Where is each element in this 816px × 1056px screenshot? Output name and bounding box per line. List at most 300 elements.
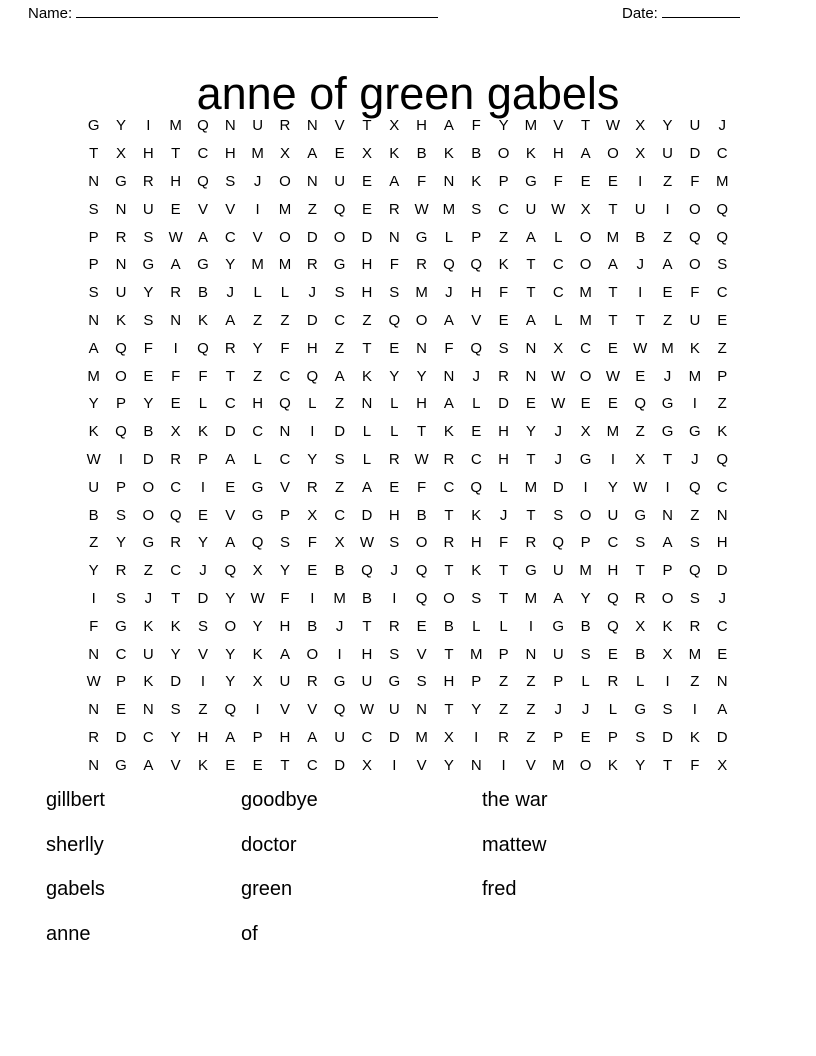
grid-cell[interactable]: K [115, 311, 126, 329]
grid-cell[interactable]: G [552, 617, 565, 635]
grid-cell[interactable]: Y [225, 645, 236, 663]
grid-cell[interactable]: I [118, 450, 124, 468]
grid-cell[interactable]: K [361, 367, 372, 385]
grid-cell[interactable]: A [717, 701, 728, 719]
grid-cell[interactable]: R [498, 728, 509, 746]
grid-cell[interactable]: F [171, 367, 181, 385]
grid-cell[interactable]: M [606, 423, 620, 441]
grid-cell[interactable]: Z [499, 701, 509, 719]
grid-cell[interactable]: Z [690, 506, 700, 524]
grid-cell[interactable]: T [444, 562, 454, 580]
grid-cell[interactable]: K [143, 673, 154, 691]
grid-cell[interactable]: Z [526, 728, 536, 746]
grid-cell[interactable]: L [636, 673, 645, 691]
grid-cell[interactable]: F [690, 284, 700, 302]
grid-cell[interactable]: Q [224, 562, 237, 580]
grid-cell[interactable]: A [225, 311, 236, 329]
grid-cell[interactable]: U [525, 200, 537, 218]
grid-cell[interactable]: N [525, 645, 537, 663]
grid-cell[interactable]: D [306, 311, 318, 329]
grid-cell[interactable]: Q [333, 200, 346, 218]
grid-cell[interactable]: C [306, 756, 318, 774]
grid-cell[interactable]: M [606, 228, 620, 246]
grid-cell[interactable]: R [115, 562, 127, 580]
grid-cell[interactable]: Y [225, 589, 236, 607]
grid-cell[interactable]: T [362, 339, 372, 357]
grid-cell[interactable]: Z [335, 395, 345, 413]
grid-cell[interactable]: H [361, 256, 373, 274]
grid-cell[interactable]: N [470, 756, 482, 774]
grid-cell[interactable]: Y [307, 450, 318, 468]
grid-cell[interactable]: H [498, 450, 509, 468]
grid-cell[interactable]: N [306, 117, 318, 135]
grid-cell[interactable]: P [607, 728, 618, 746]
grid-cell[interactable]: I [255, 701, 260, 719]
grid-cell[interactable]: F [389, 256, 399, 274]
grid-cell[interactable]: M [551, 756, 565, 774]
grid-cell[interactable]: H [498, 423, 509, 441]
grid-cell[interactable]: C [716, 284, 728, 302]
grid-cell[interactable]: Z [717, 395, 727, 413]
grid-cell[interactable]: S [689, 534, 700, 552]
grid-cell[interactable]: F [444, 339, 454, 357]
grid-cell[interactable]: X [307, 506, 318, 524]
grid-cell[interactable]: B [416, 145, 427, 163]
grid-cell[interactable]: A [553, 589, 564, 607]
grid-cell[interactable]: O [415, 534, 428, 552]
grid-cell[interactable]: C [170, 478, 182, 496]
grid-cell[interactable]: E [580, 395, 591, 413]
grid-cell[interactable]: H [416, 117, 428, 135]
grid-cell[interactable]: O [142, 506, 155, 524]
grid-cell[interactable]: S [88, 284, 99, 302]
grid-cell[interactable]: Y [197, 534, 208, 552]
grid-cell[interactable]: O [142, 478, 155, 496]
grid-cell[interactable]: E [607, 395, 618, 413]
grid-cell[interactable]: Y [389, 367, 400, 385]
grid-cell[interactable]: L [581, 673, 590, 691]
grid-cell[interactable]: D [716, 562, 728, 580]
grid-cell[interactable]: J [308, 284, 317, 302]
grid-cell[interactable]: R [142, 172, 154, 190]
grid-cell[interactable]: A [580, 145, 591, 163]
grid-cell[interactable]: Z [89, 534, 99, 552]
grid-cell[interactable]: L [198, 395, 208, 413]
grid-cell[interactable]: G [197, 256, 209, 274]
grid-cell[interactable]: X [635, 450, 646, 468]
word-list-item[interactable]: gillbert [46, 789, 105, 812]
grid-cell[interactable]: Q [224, 701, 237, 719]
grid-cell[interactable]: Z [526, 701, 536, 719]
grid-cell[interactable]: R [88, 728, 100, 746]
grid-cell[interactable]: C [197, 145, 209, 163]
grid-cell[interactable]: Q [470, 339, 483, 357]
grid-cell[interactable]: M [579, 311, 592, 329]
grid-cell[interactable]: Y [143, 284, 154, 302]
grid-cell[interactable]: T [499, 562, 509, 580]
grid-cell[interactable]: J [144, 589, 153, 607]
grid-cell[interactable]: U [334, 172, 346, 190]
grid-cell[interactable]: H [252, 395, 264, 413]
grid-cell[interactable]: G [388, 673, 401, 691]
grid-cell[interactable]: I [583, 478, 588, 496]
grid-cell[interactable]: S [580, 645, 591, 663]
grid-cell[interactable]: M [661, 339, 674, 357]
grid-cell[interactable]: N [115, 256, 127, 274]
grid-cell[interactable]: C [224, 228, 236, 246]
grid-cell[interactable]: V [225, 506, 236, 524]
grid-cell[interactable]: Q [689, 562, 701, 580]
grid-cell[interactable]: E [662, 284, 673, 302]
grid-cell[interactable]: S [635, 534, 646, 552]
grid-cell[interactable]: R [607, 673, 619, 691]
grid-cell[interactable]: L [554, 311, 563, 329]
grid-cell[interactable]: U [689, 311, 701, 329]
grid-cell[interactable]: N [361, 395, 373, 413]
grid-cell[interactable]: C [170, 562, 182, 580]
grid-cell[interactable]: P [717, 367, 728, 385]
grid-cell[interactable]: M [524, 117, 538, 135]
grid-cell[interactable]: V [416, 756, 427, 774]
grid-cell[interactable]: A [334, 367, 345, 385]
grid-cell[interactable]: E [252, 756, 263, 774]
grid-cell[interactable]: H [443, 673, 455, 691]
grid-cell[interactable]: N [716, 673, 728, 691]
grid-cell[interactable]: E [471, 423, 482, 441]
grid-cell[interactable]: L [499, 617, 508, 635]
grid-cell[interactable]: Y [416, 367, 427, 385]
grid-cell[interactable]: H [197, 728, 209, 746]
grid-cell[interactable]: Q [716, 200, 729, 218]
grid-cell[interactable]: C [552, 256, 564, 274]
grid-cell[interactable]: E [170, 395, 181, 413]
grid-cell[interactable]: P [580, 534, 591, 552]
grid-cell[interactable]: C [252, 423, 264, 441]
grid-cell[interactable]: I [255, 200, 260, 218]
grid-cell[interactable]: U [115, 284, 127, 302]
grid-cell[interactable]: L [554, 228, 563, 246]
grid-cell[interactable]: T [662, 756, 673, 774]
grid-cell[interactable]: Z [662, 172, 673, 190]
grid-cell[interactable]: T [608, 311, 618, 329]
grid-cell[interactable]: R [306, 478, 318, 496]
grid-cell[interactable]: K [717, 423, 728, 441]
grid-cell[interactable]: I [310, 589, 315, 607]
grid-cell[interactable]: H [224, 145, 236, 163]
grid-cell[interactable]: K [498, 256, 509, 274]
grid-cell[interactable]: N [443, 367, 455, 385]
grid-cell[interactable]: Q [470, 478, 483, 496]
grid-cell[interactable]: Y [635, 756, 646, 774]
grid-cell[interactable]: K [607, 756, 618, 774]
word-list-item[interactable]: goodbye [241, 789, 318, 812]
grid-cell[interactable]: G [87, 117, 100, 135]
grid-cell[interactable]: N [306, 172, 318, 190]
grid-cell[interactable]: A [279, 645, 290, 663]
grid-cell[interactable]: X [635, 617, 646, 635]
grid-cell[interactable]: A [197, 228, 208, 246]
grid-cell[interactable]: C [716, 478, 728, 496]
grid-cell[interactable]: A [443, 117, 454, 135]
grid-cell[interactable]: P [471, 673, 482, 691]
grid-cell[interactable]: R [170, 284, 182, 302]
grid-cell[interactable]: L [390, 423, 399, 441]
grid-cell[interactable]: P [662, 562, 673, 580]
grid-cell[interactable]: W [86, 673, 101, 691]
grid-cell[interactable]: G [115, 617, 127, 635]
grid-cell[interactable]: Y [662, 117, 673, 135]
grid-cell[interactable]: P [498, 172, 509, 190]
grid-cell[interactable]: S [115, 589, 126, 607]
grid-cell[interactable]: E [225, 756, 236, 774]
grid-cell[interactable]: A [307, 145, 318, 163]
grid-cell[interactable]: Z [499, 228, 509, 246]
grid-cell[interactable]: U [388, 701, 400, 719]
grid-cell[interactable]: N [525, 367, 537, 385]
grid-cell[interactable]: S [389, 284, 400, 302]
grid-cell[interactable]: C [443, 478, 455, 496]
grid-cell[interactable]: U [662, 145, 673, 163]
grid-cell[interactable]: J [554, 450, 562, 468]
grid-cell[interactable]: X [717, 756, 728, 774]
grid-cell[interactable]: Q [306, 367, 319, 385]
grid-cell[interactable]: W [414, 450, 429, 468]
grid-cell[interactable]: N [279, 423, 291, 441]
grid-cell[interactable]: E [717, 645, 728, 663]
grid-cell[interactable]: Q [415, 589, 428, 607]
name-write-line[interactable] [76, 5, 438, 18]
grid-cell[interactable]: I [528, 617, 533, 635]
grid-cell[interactable]: Q [251, 534, 264, 552]
grid-cell[interactable]: S [225, 172, 236, 190]
grid-cell[interactable]: Q [415, 562, 428, 580]
grid-cell[interactable]: M [87, 367, 100, 385]
grid-cell[interactable]: T [635, 311, 645, 329]
grid-cell[interactable]: F [280, 339, 290, 357]
grid-cell[interactable]: M [524, 478, 538, 496]
grid-cell[interactable]: E [416, 617, 427, 635]
grid-cell[interactable]: E [607, 172, 618, 190]
grid-cell[interactable]: O [607, 145, 619, 163]
grid-cell[interactable]: F [307, 534, 317, 552]
grid-cell[interactable]: M [251, 145, 264, 163]
word-list-item[interactable]: anne [46, 922, 91, 945]
grid-cell[interactable]: D [115, 728, 127, 746]
grid-cell[interactable]: S [389, 534, 400, 552]
grid-cell[interactable]: S [88, 200, 99, 218]
grid-cell[interactable]: P [279, 506, 290, 524]
grid-cell[interactable]: L [444, 228, 454, 246]
grid-cell[interactable]: Z [635, 423, 645, 441]
grid-cell[interactable]: O [279, 172, 291, 190]
grid-cell[interactable]: R [170, 534, 182, 552]
grid-cell[interactable]: N [416, 701, 428, 719]
grid-cell[interactable]: D [552, 478, 564, 496]
grid-cell[interactable]: Q [716, 450, 729, 468]
grid-cell[interactable]: K [689, 728, 700, 746]
grid-cell[interactable]: E [580, 172, 591, 190]
grid-cell[interactable]: H [607, 562, 619, 580]
grid-cell[interactable]: S [115, 506, 126, 524]
grid-cell[interactable]: U [142, 200, 154, 218]
grid-cell[interactable]: S [334, 450, 345, 468]
grid-cell[interactable]: S [143, 311, 154, 329]
grid-cell[interactable]: Y [525, 423, 536, 441]
grid-cell[interactable]: N [88, 756, 100, 774]
grid-cell[interactable]: J [499, 506, 508, 524]
grid-cell[interactable]: B [443, 617, 454, 635]
grid-cell[interactable]: I [665, 673, 670, 691]
grid-cell[interactable]: N [662, 506, 673, 524]
grid-cell[interactable]: S [334, 284, 345, 302]
grid-cell[interactable]: E [580, 728, 591, 746]
grid-cell[interactable]: J [636, 256, 644, 274]
grid-cell[interactable]: S [471, 589, 482, 607]
grid-cell[interactable]: S [197, 617, 208, 635]
grid-cell[interactable]: C [716, 145, 728, 163]
grid-cell[interactable]: G [634, 506, 647, 524]
grid-cell[interactable]: D [334, 756, 346, 774]
grid-cell[interactable]: O [279, 228, 291, 246]
grid-cell[interactable]: L [280, 284, 290, 302]
grid-cell[interactable]: E [498, 311, 509, 329]
grid-cell[interactable]: R [306, 256, 318, 274]
grid-cell[interactable]: J [390, 562, 399, 580]
grid-cell[interactable]: E [143, 367, 154, 385]
grid-cell[interactable]: H [170, 172, 182, 190]
grid-cell[interactable]: E [389, 339, 400, 357]
grid-cell[interactable]: H [361, 284, 373, 302]
grid-cell[interactable]: J [718, 117, 726, 135]
grid-cell[interactable]: M [688, 645, 702, 663]
grid-cell[interactable]: J [199, 562, 207, 580]
grid-cell[interactable]: H [388, 506, 400, 524]
grid-cell[interactable]: P [498, 645, 509, 663]
word-list-item[interactable]: sherlly [46, 833, 104, 856]
grid-cell[interactable]: H [279, 617, 291, 635]
grid-cell[interactable]: Q [279, 395, 291, 413]
grid-cell[interactable]: O [415, 311, 428, 329]
grid-cell[interactable]: Y [580, 589, 591, 607]
grid-cell[interactable]: E [361, 172, 372, 190]
grid-cell[interactable]: E [170, 200, 181, 218]
grid-cell[interactable]: K [443, 423, 454, 441]
grid-cell[interactable]: C [716, 617, 728, 635]
grid-cell[interactable]: C [607, 534, 619, 552]
grid-cell[interactable]: W [359, 534, 375, 552]
grid-cell[interactable]: N [224, 117, 236, 135]
grid-cell[interactable]: Z [690, 673, 700, 691]
grid-cell[interactable]: N [525, 339, 537, 357]
grid-cell[interactable]: O [661, 589, 674, 607]
grid-cell[interactable]: T [526, 450, 536, 468]
grid-cell[interactable]: O [224, 617, 237, 635]
grid-cell[interactable]: R [388, 617, 400, 635]
grid-cell[interactable]: O [333, 228, 346, 246]
grid-cell[interactable]: J [581, 701, 590, 719]
grid-cell[interactable]: Y [471, 701, 482, 719]
grid-cell[interactable]: A [361, 478, 372, 496]
grid-cell[interactable]: R [416, 256, 428, 274]
grid-cell[interactable]: F [690, 756, 700, 774]
grid-cell[interactable]: S [471, 200, 482, 218]
grid-cell[interactable]: U [689, 117, 701, 135]
grid-cell[interactable]: O [579, 256, 592, 274]
grid-cell[interactable]: I [501, 756, 506, 774]
grid-cell[interactable]: T [417, 423, 427, 441]
grid-cell[interactable]: L [253, 284, 262, 302]
grid-cell[interactable]: X [279, 145, 290, 163]
grid-cell[interactable]: M [442, 200, 456, 218]
grid-cell[interactable]: Y [143, 395, 154, 413]
grid-cell[interactable]: O [689, 256, 701, 274]
grid-cell[interactable]: X [252, 673, 263, 691]
grid-cell[interactable]: G [333, 673, 346, 691]
grid-cell[interactable]: T [526, 506, 536, 524]
grid-cell[interactable]: R [306, 673, 318, 691]
grid-cell[interactable]: K [471, 172, 482, 190]
grid-cell[interactable]: K [689, 339, 700, 357]
grid-cell[interactable]: V [225, 200, 236, 218]
grid-cell[interactable]: W [633, 478, 648, 496]
grid-cell[interactable]: V [471, 311, 482, 329]
grid-cell[interactable]: H [361, 645, 373, 663]
grid-cell[interactable]: A [170, 256, 181, 274]
grid-cell[interactable]: Z [253, 311, 263, 329]
grid-cell[interactable]: T [526, 256, 536, 274]
grid-cell[interactable]: B [307, 617, 318, 635]
grid-cell[interactable]: O [443, 589, 455, 607]
grid-cell[interactable]: C [498, 200, 509, 218]
grid-cell[interactable]: T [499, 589, 509, 607]
grid-cell[interactable]: Q [607, 617, 619, 635]
grid-cell[interactable]: S [279, 534, 290, 552]
grid-cell[interactable]: Z [362, 311, 372, 329]
grid-cell[interactable]: J [335, 617, 344, 635]
grid-cell[interactable]: P [115, 395, 126, 413]
grid-cell[interactable]: N [716, 506, 728, 524]
grid-cell[interactable]: G [579, 450, 592, 468]
grid-cell[interactable]: M [579, 562, 592, 580]
grid-cell[interactable]: N [142, 701, 154, 719]
grid-cell[interactable]: G [142, 534, 155, 552]
grid-cell[interactable]: R [115, 228, 127, 246]
grid-cell[interactable]: C [279, 367, 291, 385]
grid-cell[interactable]: N [88, 645, 100, 663]
grid-cell[interactable]: B [88, 506, 99, 524]
grid-cell[interactable]: V [279, 478, 290, 496]
grid-cell[interactable]: U [634, 200, 646, 218]
grid-cell[interactable]: B [635, 228, 646, 246]
grid-cell[interactable]: L [362, 423, 372, 441]
grid-cell[interactable]: R [525, 534, 537, 552]
grid-cell[interactable]: Z [662, 311, 673, 329]
grid-cell[interactable]: F [417, 172, 427, 190]
grid-cell[interactable]: I [392, 589, 397, 607]
grid-cell[interactable]: A [389, 172, 400, 190]
grid-cell[interactable]: L [390, 395, 399, 413]
grid-cell[interactable]: C [580, 339, 591, 357]
grid-cell[interactable]: S [689, 589, 700, 607]
grid-cell[interactable]: W [551, 395, 566, 413]
grid-cell[interactable]: O [579, 367, 592, 385]
grid-cell[interactable]: Z [280, 311, 290, 329]
grid-cell[interactable]: L [362, 450, 372, 468]
grid-cell[interactable]: S [662, 701, 673, 719]
grid-cell[interactable]: R [224, 339, 236, 357]
grid-cell[interactable]: Z [526, 673, 536, 691]
grid-cell[interactable]: Q [689, 228, 701, 246]
